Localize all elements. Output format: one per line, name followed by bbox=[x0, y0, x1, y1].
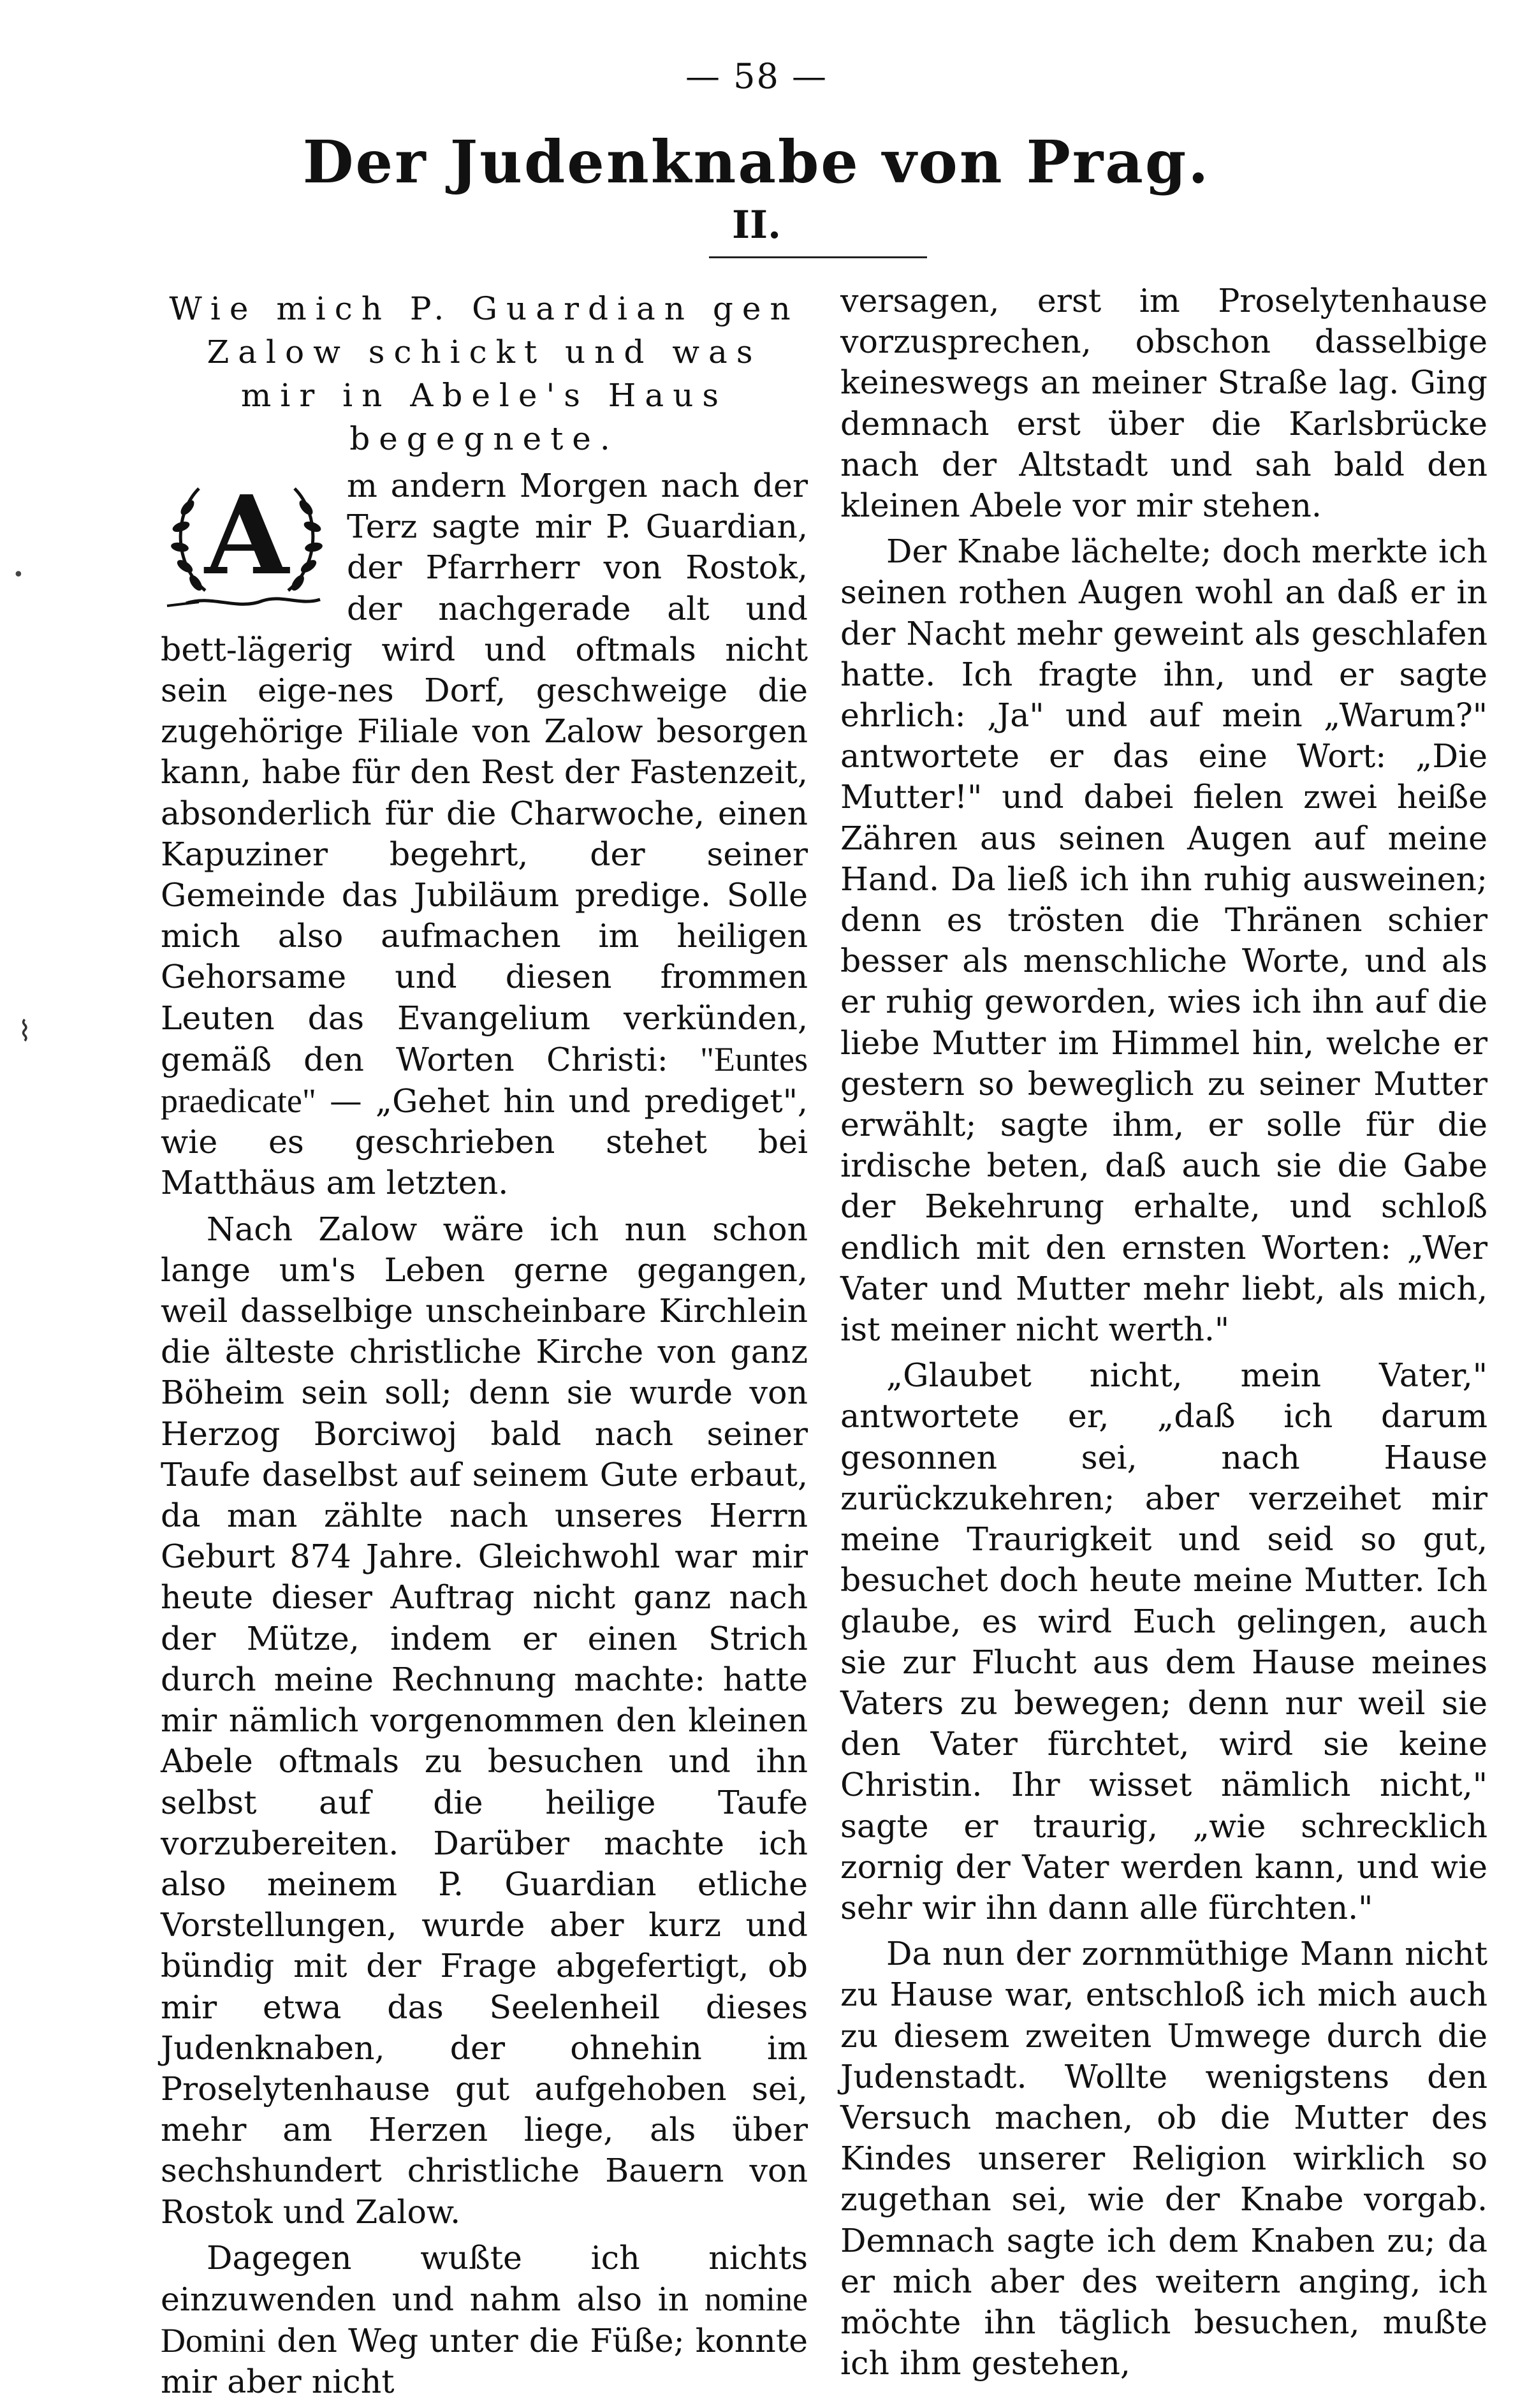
left-paragraph-3-start: Dagegen wußte ich nichts einzuwenden und nahm also in bbox=[161, 2238, 808, 2318]
right-paragraph-2: Der Knabe lächelte; doch merkte ich seinen rothen Augen wohl an daß er in der Nacht mehr geweint als geschlafen hatte. Ich fragte ihn, und er sagte ehrlich: ‚Ja" und auf mein „Warum?" antwortete er das eine Wort: „Die Mutter!" und dabei fielen zwei heiße Zähren aus seinen Augen auf meine Hand. Da ließ ich ihn ruhig ausweinen; denn es trösten die Thränen schier besser als menschliche Worte, und als er ruhig geworden, wies ich ihn auf die liebe Mutter im Himmel hin, welche er gestern so beweglich zu seiner Mutter erwählt; sagte ihm, er solle für die irdische beten, daß auch sie die Gabe der Bekehrung erhalte, und schloß endlich mit den ernsten Worten: „Wer Vater und Mutter mehr liebt, als mich, ist meiner nicht werth." bbox=[840, 532, 1487, 1349]
right-paragraph-1: versagen, erst im Proselytenhause vorzusprechen, obschon dasselbige keineswegs an meiner Straße lag. Ging demnach erst über die Karlsbrücke nach der Altstadt und sah bald den kleinen Abele vor mir stehen. bbox=[840, 282, 1487, 525]
dropcap-letter: A bbox=[205, 472, 289, 599]
chapter-subheading: Wie mich P. Guardian gen Zalow schickt und was mir in Abele's Haus begegnete. bbox=[169, 290, 800, 457]
margin-dot: • bbox=[13, 564, 24, 586]
latin-quote: "Euntes praedicate" bbox=[161, 1039, 808, 1120]
left-paragraph-3 bbox=[161, 2238, 808, 2403]
left-paragraph-2: Nach Zalow wäre ich nun schon lange um's Leben gerne gegangen, weil dasselbige unscheinbare Kirchlein die älteste christliche Kirche von ganz Böheim sein soll; denn sie wurde von Herzog Borciwoj bald nach seiner Taufe daselbst auf seinem Gute erbaut, da man zählte nach unseres Herrn Geburt 874 Jahre. Gleichwohl war mir heute dieser Auftrag nicht ganz nach der Mütze, indem er einen Strich durch meine Rechnung machte: hatte mir nämlich vorgenommen den kleinen Abele oftmals zu besuchen und ihn selbst auf die heilige Taufe vorzubereiten. Darüber machte ich also meinem P. Guardian etliche Vorstellungen, wurde aber kurz und bündig mit der Frage abgefertigt, ob mir etwa das Seelenheil dieses Judenknaben, der ohnehin im Proselytenhause gut aufgehoben sei, mehr am Herzen liege, als über sechshundert christliche Bauern von Rostok und Zalow. bbox=[161, 1210, 808, 2231]
latin-phrase: nomine Domini bbox=[161, 2279, 808, 2360]
page-number: — 58 — bbox=[685, 56, 828, 96]
left-paragraph-1 bbox=[161, 466, 808, 1204]
left-column bbox=[161, 281, 808, 2408]
dropcap-ornament bbox=[161, 469, 333, 617]
title-rule bbox=[709, 256, 927, 258]
part-number: II. bbox=[731, 203, 782, 247]
margin-mark: ⌇ bbox=[18, 1015, 32, 1048]
left-paragraph-1-text: m andern Morgen nach der Terz sagte mir P. Guardian, der Pfarrherr von Rostok, der nachgerade alt und bett-lägerig wird und oftmals nicht sein eige-nes Dorf, geschweige die zugehörige Filiale von Zalow besorgen kann, habe für den Rest der Fastenzeit, absonderlich für die Charwoche, einen Kapuziner begehrt, der seiner Gemeinde das Jubiläum predige. Solle mich also aufmachen im heiligen Gehorsame und diesen frommen Leuten das Evangelium verkünden, gemäß den Worten Christi: bbox=[161, 467, 808, 1078]
right-paragraph-3: „Glaubet nicht, mein Vater," antwortete er, „daß ich darum gesonnen sei, nach Hause zurückzukehren; aber verzeihet mir meine Traurigkeit und seid so gut, besuchet doch heute meine Mutter. Ich glaube, es wird Euch gelingen, auch sie zur Flucht aus dem Hause meines Vaters zu bewegen; denn nur weil sie den Vater fürchtet, wird sie keine Christin. Ihr wisset nämlich nicht," sagte er traurig, „wie schrecklich zornig der Vater werden kann, und wie sehr wir ihn dann alle fürchten." bbox=[840, 1356, 1487, 1927]
page-title: Der Judenknabe von Prag. bbox=[302, 128, 1211, 196]
right-column bbox=[840, 281, 1487, 2389]
left-paragraph-3-end: den Weg unter die Füße; konnte mir aber nicht bbox=[161, 2322, 808, 2401]
left-paragraph-1-end: — „Gehet hin und prediget", wie es geschrieben stehet bei Matthäus am letzten. bbox=[161, 1082, 808, 1202]
right-paragraph-4: Da nun der zornmüthige Mann nicht zu Hause war, entschloß ich mich auch zu diesem zweiten Umwege durch die Judenstadt. Wollte wenigstens den Versuch machen, ob die Mutter des Kindes unserer Religion wirklich so zugethan sei, wie der Knabe vorgab. Demnach sagte ich dem Knaben zu; da er mich aber des weitern anging, ich möchte ihn täglich besuchen, mußte ich ihm gestehen, bbox=[840, 1935, 1487, 2382]
